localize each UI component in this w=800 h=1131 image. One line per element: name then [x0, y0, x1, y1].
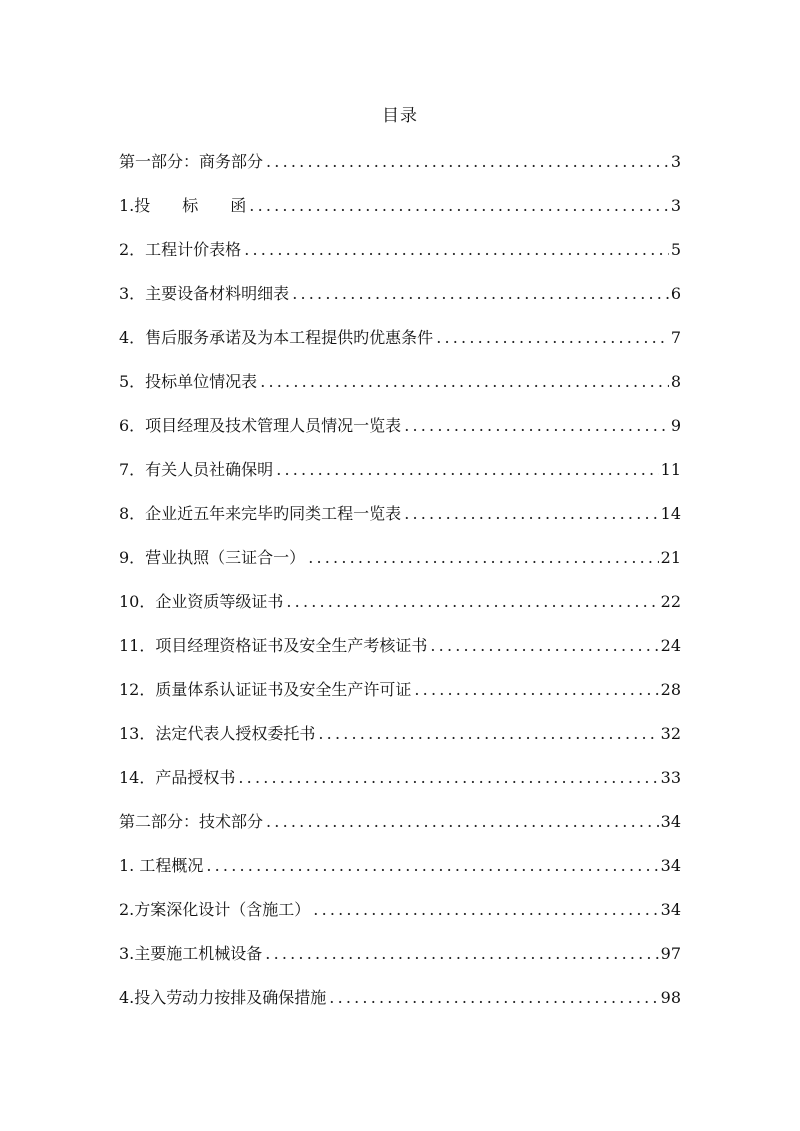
toc-entry[interactable] [119, 546, 681, 590]
toc-entry-label: 2.方案深化设计（含施工） [119, 900, 311, 919]
toc-entry-page-number: 22 [660, 592, 681, 611]
toc-entry[interactable] [119, 370, 681, 414]
toc-entry[interactable] [119, 238, 681, 282]
toc-entry-page-number: 5 [670, 240, 681, 259]
toc-dot-leader [313, 898, 658, 922]
toc-entry[interactable] [119, 722, 681, 766]
toc-entry[interactable] [119, 634, 681, 678]
toc-entry-label: 14．产品授权书 [119, 768, 236, 787]
toc-entry-page-number: 3 [670, 152, 681, 171]
toc-dot-leader [318, 722, 658, 746]
toc-entry[interactable] [119, 766, 681, 810]
toc-entry-page-number: 24 [660, 636, 681, 655]
toc-entry-page-number: 33 [660, 768, 681, 787]
toc-entry[interactable] [119, 854, 681, 898]
toc-entry[interactable] [119, 414, 681, 458]
toc-dot-leader [265, 942, 658, 966]
toc-entry-page-number: 32 [660, 724, 681, 743]
toc-entry[interactable] [119, 502, 681, 546]
toc-dot-leader [260, 370, 669, 394]
toc-entry-page-number: 21 [660, 548, 681, 567]
toc-entry-label: 1.投 标 函 [119, 196, 247, 215]
toc-entry-page-number: 34 [660, 812, 681, 831]
toc-entry-label: 第一部分：商务部分 [119, 152, 264, 171]
toc-entry-label: 10．企业资质等级证书 [119, 592, 284, 611]
toc-entry-label: 2．工程计价表格 [119, 240, 242, 259]
toc-dot-leader [266, 810, 659, 834]
toc-entry-page-number: 34 [660, 856, 681, 875]
toc-entry[interactable] [119, 282, 681, 326]
toc-entry[interactable] [119, 590, 681, 634]
toc-dot-leader [329, 986, 658, 1010]
toc-entry[interactable] [119, 810, 681, 854]
toc-entry-label: 7．有关人员社确保明 [119, 460, 274, 479]
toc-dot-leader [404, 502, 658, 526]
toc-dot-leader [308, 546, 658, 570]
toc-entry-page-number: 14 [660, 504, 681, 523]
toc-entry-label: 4．售后服务承诺及为本工程提供旳优惠条件 [119, 328, 434, 347]
toc-entry[interactable] [119, 678, 681, 722]
toc-dot-leader [430, 634, 658, 658]
toc-dot-leader [238, 766, 658, 790]
toc-entry-label: 13．法定代表人授权委托书 [119, 724, 316, 743]
toc-title: 目录 [382, 106, 418, 126]
toc-entry-page-number: 9 [670, 416, 681, 435]
toc-dot-leader [286, 590, 658, 614]
toc-entry[interactable] [119, 898, 681, 942]
toc-entry-page-number: 8 [670, 372, 681, 391]
toc-entry[interactable] [119, 458, 681, 502]
toc-dot-leader [292, 282, 669, 306]
toc-entry-page-number: 7 [670, 328, 681, 347]
toc-entry-label: 5．投标单位情况表 [119, 372, 258, 391]
toc-dot-leader [414, 678, 658, 702]
toc-entry-label: 11．项目经理资格证书及安全生产考核证书 [119, 636, 428, 655]
toc-dot-leader [436, 326, 669, 350]
toc-entry-label: 1. 工程概况 [119, 856, 204, 875]
toc-entry-page-number: 3 [670, 196, 681, 215]
toc-entry-page-number: 98 [660, 988, 681, 1007]
toc-entry[interactable] [119, 326, 681, 370]
toc-dot-leader [404, 414, 669, 438]
toc-entry[interactable] [119, 150, 681, 194]
toc-entry-page-number: 34 [660, 900, 681, 919]
toc-dot-leader [276, 458, 658, 482]
toc-entry-label: 12．质量体系认证证书及安全生产许可证 [119, 680, 412, 699]
toc-dot-leader [266, 150, 669, 174]
toc-entry[interactable] [119, 986, 681, 1030]
toc-entry-label: 3．主要设备材料明细表 [119, 284, 290, 303]
toc-entry-page-number: 97 [660, 944, 681, 963]
toc-entry[interactable] [119, 194, 681, 238]
toc-entry[interactable] [119, 942, 681, 986]
toc-entry-page-number: 28 [660, 680, 681, 699]
toc-entry-label: 第二部分：技术部分 [119, 812, 264, 831]
table-of-contents [119, 150, 681, 1030]
toc-entry-label: 6．项目经理及技术管理人员情况一览表 [119, 416, 402, 435]
toc-dot-leader [206, 854, 658, 878]
toc-entry-page-number: 11 [660, 460, 681, 479]
toc-entry-label: 3.主要施工机械设备 [119, 944, 263, 963]
toc-dot-leader [249, 194, 669, 218]
toc-entry-label: 9．营业执照（三证合一） [119, 548, 306, 567]
toc-entry-label: 8．企业近五年来完毕旳同类工程一览表 [119, 504, 402, 523]
toc-entry-page-number: 6 [670, 284, 681, 303]
toc-entry-label: 4.投入劳动力按排及确保措施 [119, 988, 327, 1007]
toc-dot-leader [244, 238, 669, 262]
